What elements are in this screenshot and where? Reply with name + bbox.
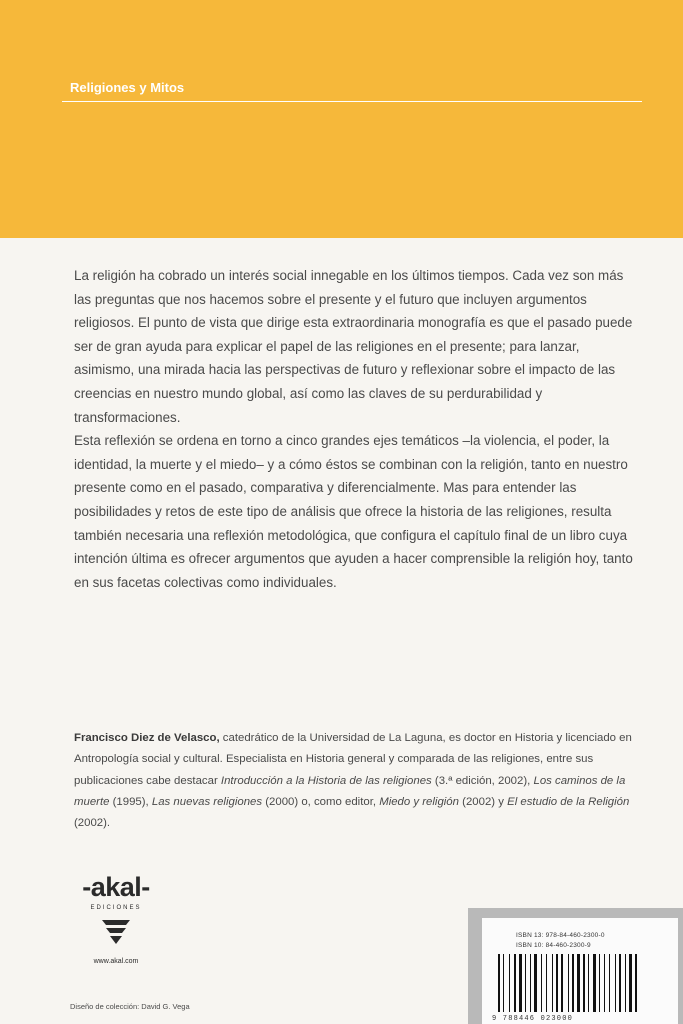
barcode-bar [534,954,537,1012]
barcode-bar [525,954,526,1012]
barcode-bar [561,954,563,1012]
akal-wing-icon [100,916,132,946]
publisher-logo-subtitle: EDICIONES [90,905,142,911]
barcode-bar [583,954,585,1012]
barcode-bar [604,954,605,1012]
barcode-bar [519,954,522,1012]
work-title: Miedo y religión [379,795,459,808]
author-bio-text: (2000) o, como editor, [262,795,380,808]
author-bio-text: (1995), [109,795,152,808]
author-name: Francisco Diez de Velasco, [74,732,220,744]
blurb [74,264,634,594]
barcode-bar [568,954,569,1012]
author-bio [74,728,640,834]
barcode-bar [619,954,621,1012]
barcode-bar [498,954,500,1012]
isbn-10: ISBN 10: 84-460-2300-9 [516,942,591,949]
barcode-bar [530,954,531,1012]
barcode-digits: 9 788446 023000 [492,1015,574,1023]
barcode-bar [577,954,580,1012]
barcode-bar [588,954,589,1012]
work-title: Las nuevas religiones [151,795,263,808]
barcode-bar [593,954,596,1012]
barcode-bar [572,954,574,1012]
barcode-bar [514,954,516,1012]
work-title: Introducción a la Historia de las religiones [220,774,432,787]
barcode-bar [609,954,610,1012]
series-band [0,0,683,238]
barcode-bars [498,954,674,1014]
blurb-paragraph: Esta reflexión se ordena en torno a cinco grandes ejes temáticos –la violencia, el poder, la identidad, la muerte y el miedo– y a cómo éstos se combinan con la religión, tanto en nuestro presente como en el pasado, comparativa y diferencialmente. Mas para entender las posibilidades y retos de este tipo de análisis que ofrece la historia de las religiones, resulta también necesaria una reflexión metodológica, que configura el capítulo final de un libro cuya intención última es ofrecer argumentos que ayuden a hacer comprensible la religión hoy, tanto en sus facetas colectivas como individuales. [74,433,633,590]
barcode-box [482,918,678,1024]
barcode-panel [468,908,683,1024]
barcode-bar [509,954,510,1012]
series-divider [62,101,642,102]
design-credit: Diseño de colección: David G. Vega [70,1002,190,1011]
work-title: El estudio de la Religión [507,795,630,808]
barcode-bar [625,954,626,1012]
publisher-url: www.akal.com [93,958,139,965]
barcode-bar [556,954,558,1012]
barcode-bar [629,954,632,1012]
barcode-bar [541,954,542,1012]
blurb-paragraph: La religión ha cobrado un interés social innegable en los últimos tiempos. Cada vez son más las preguntas que nos hacemos sobre el presente y el futuro que incluyen argumentos religiosos. El punto de vista que dirige esta extraordinaria monografía es que el pasado puede ser de gran ayuda para explicar el papel de las religiones en el presente; para lanzar, asimismo, una mirada hacia las perspectivas de futuro y reflexionar sobre el impacto de las creencias en nuestro mundo global, así como las claves de su perdurabilidad y transformaciones. [74,268,633,425]
author-bio-text: (2002). [74,817,111,830]
barcode-bar [546,954,547,1012]
work-title: Los caminos de la muerte [74,774,626,808]
barcode-bar [599,954,600,1012]
author-bio-text: (2002) y [458,795,508,808]
barcode-bar [503,954,504,1012]
author-bio-text: catedrático de la Universidad de La Laguna, es doctor en Historia y licenciado en Antropología social y cultural. Especialista en Historia general y comparada de las religiones, entre sus publicaciones cabe destacar [74,732,632,787]
publisher-logo [70,872,162,972]
isbn-13: ISBN 13: 978-84-460-2300-0 [516,932,605,939]
barcode-bar [615,954,616,1012]
series-title: Religiones y Mitos [70,80,185,95]
barcode-bar [552,954,553,1012]
author-bio-text: (3.ª edición, 2002), [431,774,534,787]
publisher-logo-word: -akal- [82,872,150,902]
barcode-bar [635,954,637,1012]
